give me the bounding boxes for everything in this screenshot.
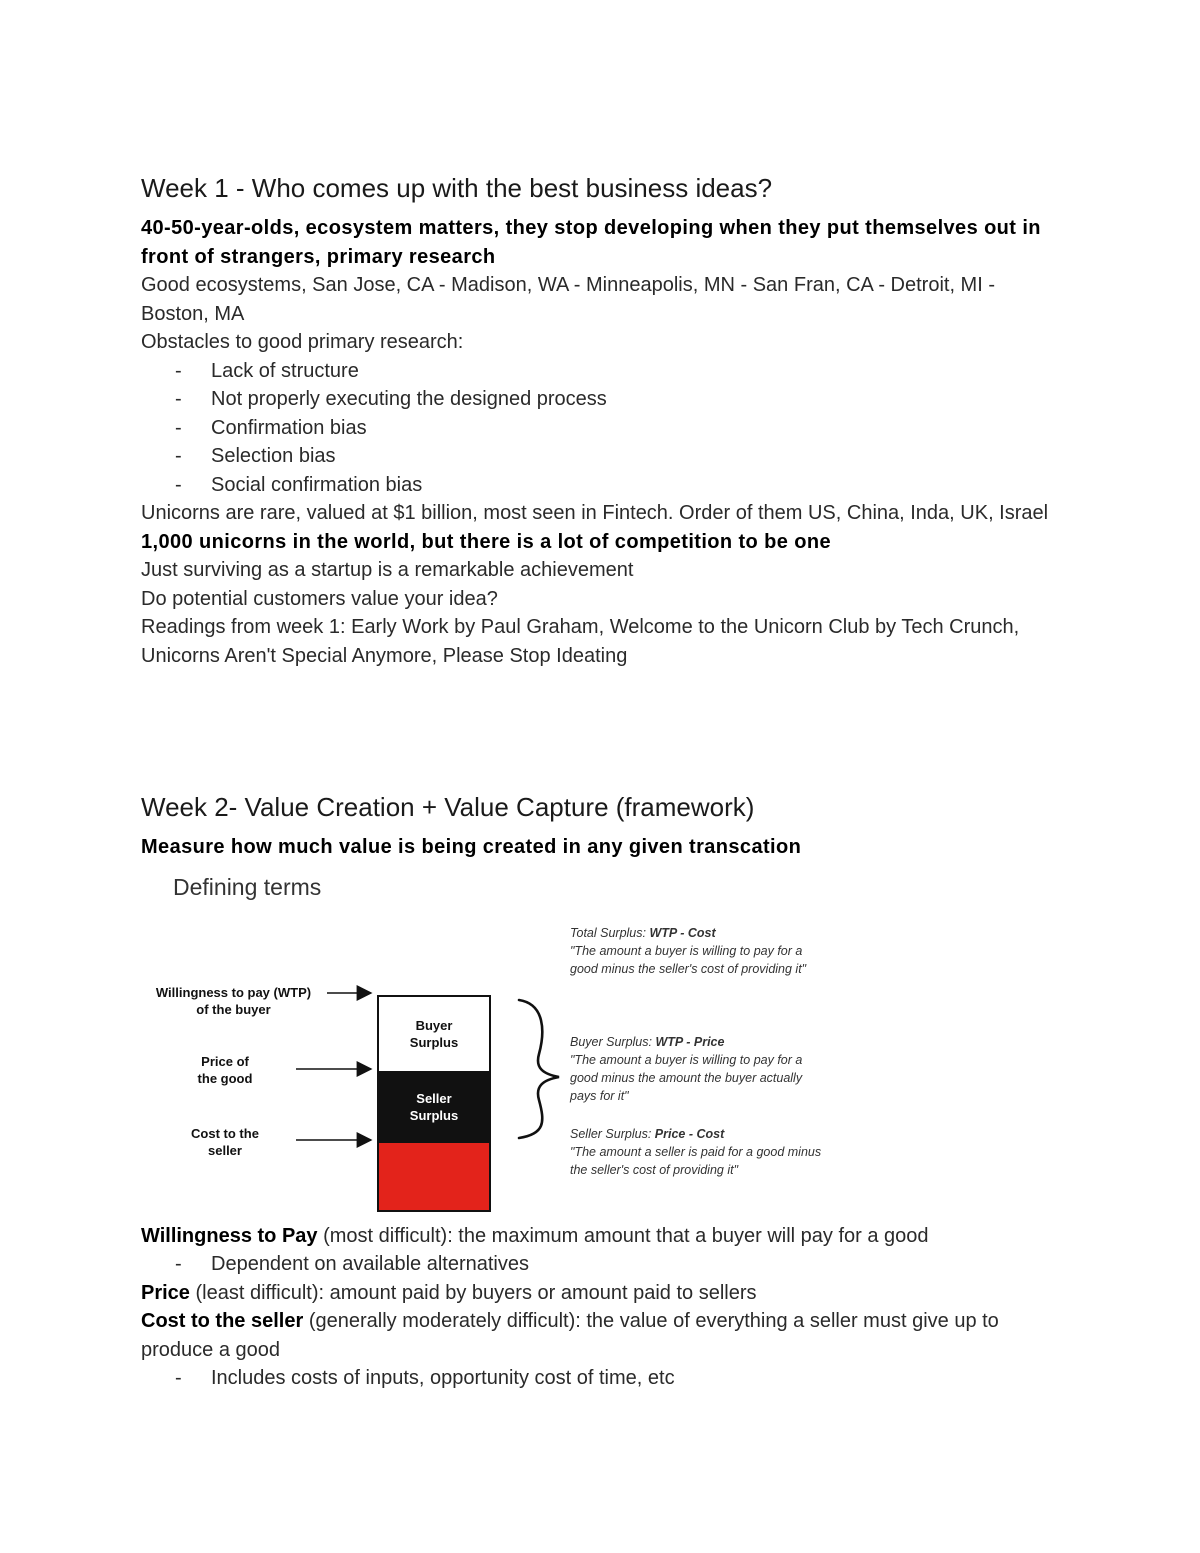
cost-definition — [141, 1307, 1061, 1364]
week2-section — [141, 787, 1061, 1393]
buyer-surplus-formula: WTP - Price — [655, 1034, 725, 1049]
week2-heading: Week 2- Value Creation + Value Capture (framework) — [141, 792, 755, 822]
week2-bold-intro: Measure how much value is being created in any given transcation — [141, 836, 802, 858]
seller-surplus-block — [377, 1071, 491, 1143]
week1-heading: Week 1 - Who comes up with the best business ideas? — [141, 173, 773, 203]
list-item: - Not properly executing the designed process — [141, 385, 1061, 414]
cost-label-line2: seller — [208, 1142, 242, 1158]
week1-surviving: Just surviving as a startup is a remarkable achievement — [141, 559, 634, 581]
price-label-line2: the good — [197, 1070, 253, 1086]
buyer-surplus-text: "The amount a buyer is willing to pay for a good minus the amount the buyer actually pays for it" — [570, 1052, 803, 1103]
week1-unicorns-bold: 1,000 unicorns in the world, but there is a lot of competition to be one — [141, 530, 831, 553]
week1-unicorns: Unicorns are rare, valued at $1 billion, most seen in Fintech. Order of them US, China, Inda, UK, Israel — [141, 502, 1049, 524]
seller-surplus-formula: Price - Cost — [654, 1126, 725, 1141]
wtp-bullets — [141, 1250, 1061, 1279]
price-label-line1: Price of — [201, 1053, 249, 1069]
week1-obstacles-intro: Obstacles to good primary research: — [141, 331, 464, 353]
list-item: - Social confirmation bias — [141, 471, 1061, 500]
week1-bold-intro: 40-50-year-olds, ecosystem matters, they stop developing when they put themselves out in front of strangers, primary research — [141, 217, 1041, 268]
surplus-diagram — [141, 872, 901, 1212]
week1-customers: Do potential customers value your idea? — [141, 587, 498, 610]
list-item: - Confirmation bias — [141, 414, 1061, 443]
seller-surplus-text: "The amount a seller is paid for a good minus the seller's cost of providing it" — [570, 1144, 822, 1177]
cost-def: (generally moderately difficult): the value of everything a seller must give up to produce a good — [141, 1310, 999, 1361]
cost-term: Cost to the seller — [141, 1310, 304, 1332]
cost-bullets — [141, 1364, 1061, 1393]
diagram-title: Defining terms — [173, 873, 322, 900]
buyer-surplus-desc — [570, 1033, 830, 1105]
wtp-definition — [141, 1222, 1061, 1251]
obstacles-list — [141, 357, 1061, 500]
wtp-label-line1: Willingness to pay (WTP) — [155, 984, 312, 1000]
price-definition — [141, 1279, 1061, 1308]
total-surplus-text: "The amount a buyer is willing to pay for a good minus the seller's cost of providing it" — [570, 943, 807, 976]
total-surplus-desc — [570, 924, 830, 978]
surplus-brace — [519, 1000, 559, 1138]
cost-label-line1: Cost to the — [191, 1125, 259, 1141]
buyer-surplus-prefix: Buyer Surplus: — [570, 1034, 656, 1049]
buyer-surplus-line1: Buyer — [415, 1017, 453, 1033]
buyer-surplus-line2: Surplus — [409, 1034, 459, 1050]
seller-surplus-desc — [570, 1125, 830, 1179]
total-surplus-formula: WTP - Cost — [649, 925, 716, 940]
wtp-def: (most difficult): the maximum amount that a buyer will pay for a good — [317, 1224, 929, 1247]
price-def: (least difficult): amount paid by buyers or amount paid to sellers — [189, 1281, 757, 1304]
total-surplus-prefix: Total Surplus: — [570, 925, 650, 940]
list-item: - Includes costs of inputs, opportunity cost of time, etc — [141, 1364, 1061, 1393]
buyer-surplus-block — [377, 995, 491, 1071]
list-item: - Selection bias — [141, 442, 1061, 471]
wtp-term: Willingness to Pay — [141, 1224, 318, 1247]
wtp-label-line2: of the buyer — [196, 1001, 271, 1017]
seller-surplus-line2: Surplus — [409, 1107, 459, 1123]
week1-readings: Readings from week 1: Early Work by Paul Graham, Welcome to the Unicorn Club by Tech Crunch, Unicorns Aren't Special Anymore, Please Stop Ideating — [141, 616, 1020, 667]
list-item: - Lack of structure — [141, 357, 1061, 386]
week1-ecosystems: Good ecosystems, San Jose, CA - Madison, WA - Minneapolis, MN - San Fran, CA - Detroit, MI - Boston, MA — [141, 274, 995, 325]
seller-surplus-prefix: Seller Surplus: — [570, 1126, 655, 1141]
week1-section — [141, 168, 1061, 670]
list-item: - Dependent on available alternatives — [141, 1250, 1061, 1279]
seller-surplus-line1: Seller — [416, 1090, 452, 1106]
cost-block — [377, 1143, 491, 1212]
price-term: Price — [141, 1281, 190, 1304]
